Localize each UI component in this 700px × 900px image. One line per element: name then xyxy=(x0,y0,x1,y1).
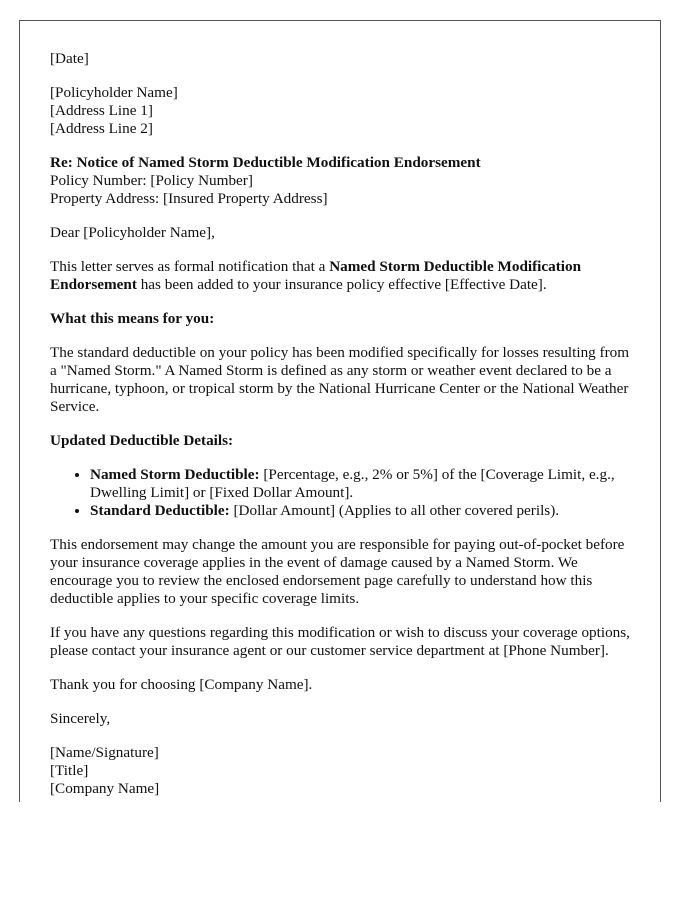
details-heading-text: Updated Deductible Details: xyxy=(50,432,234,449)
signature-company: [Company Name] xyxy=(50,780,160,797)
policy-number: Policy Number: [Policy Number] xyxy=(50,172,253,189)
thanks-paragraph: Thank you for choosing [Company Name]. xyxy=(50,676,313,693)
list-item xyxy=(90,466,630,502)
standard-deductible-text: [Dollar Amount] (Applies to all other covered perils). xyxy=(229,502,560,519)
deductible-details-list xyxy=(50,466,630,520)
intro-text-end: has been added to your insurance policy effective [Effective Date]. xyxy=(136,276,547,293)
what-heading-text: What this means for you: xyxy=(50,310,215,327)
recipient-block xyxy=(50,84,630,138)
details-heading xyxy=(50,432,630,450)
salutation: Dear [Policyholder Name], xyxy=(50,224,215,241)
what-body: The standard deductible on your policy has been modified specifically for losses resulting from a "Named Storm." A Named Storm is defined as any storm or weather event declared to be a hurricane, typhoon, or tropical storm by the National Hurricane Center or the National Weather Service. xyxy=(50,344,630,415)
signature-block xyxy=(50,744,630,798)
letter-page xyxy=(19,20,661,802)
signature-title: [Title] xyxy=(50,762,89,779)
endorsement-paragraph: This endorsement may change the amount you are responsible for paying out-of-pocket before your insurance coverage applies in the event of damage caused by a Named Storm. We encourage you to review the enclosed endorsement page carefully to understand how this deductible applies to your specific coverage limits. xyxy=(50,536,625,607)
standard-deductible-label: Standard Deductible: xyxy=(90,502,230,519)
named-storm-deductible-text: [Percentage, e.g., 2% or 5%] of the [Coverage Limit, e.g., Dwelling Limit] or [Fixed Dollar Amount]. xyxy=(90,466,615,501)
questions-paragraph: If you have any questions regarding this modification or wish to discuss your coverage options, please contact your insurance agent or our customer service department at [Phone Number]. xyxy=(50,624,630,659)
list-item xyxy=(90,502,630,520)
intro-paragraph xyxy=(50,258,630,294)
what-heading xyxy=(50,310,630,328)
recipient-address-line-1: [Address Line 1] xyxy=(50,102,153,119)
signature-name: [Name/Signature] xyxy=(50,744,159,761)
subject-line: Re: Notice of Named Storm Deductible Modification Endorsement xyxy=(50,154,481,171)
recipient-address-line-2: [Address Line 2] xyxy=(50,120,153,137)
closing: Sincerely, xyxy=(50,710,111,727)
named-storm-deductible-label: Named Storm Deductible: xyxy=(90,466,260,483)
recipient-name: [Policyholder Name] xyxy=(50,84,178,101)
letter-date: [Date] xyxy=(50,50,89,67)
intro-text-start: This letter serves as formal notification that a xyxy=(50,258,330,275)
property-address: Property Address: [Insured Property Address] xyxy=(50,190,328,207)
subject-block xyxy=(50,154,630,208)
intro-endorsement-name: Named Storm Deductible Modification Endorsement xyxy=(50,258,582,293)
